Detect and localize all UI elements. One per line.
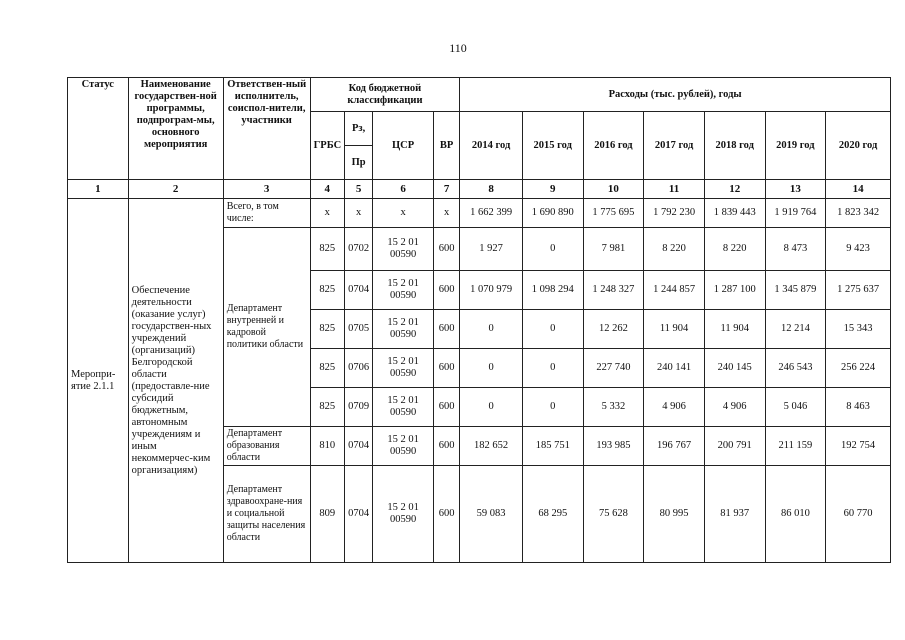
- grbs-cell: х: [310, 199, 344, 228]
- value-cell: 0: [460, 388, 523, 427]
- value-cell: 0: [522, 310, 583, 349]
- value-cell: 5 046: [765, 388, 826, 427]
- value-cell: 1 927: [460, 228, 523, 271]
- value-cell: 0: [522, 349, 583, 388]
- grbs-cell: 825: [310, 388, 344, 427]
- value-cell: 5 332: [583, 388, 644, 427]
- status-cell: Меропри-ятие 2.1.1: [68, 199, 129, 563]
- value-cell: 193 985: [583, 427, 644, 466]
- header-year: 2019 год: [765, 112, 826, 180]
- header-name: Наименование государствен-ной программы, подпрограм-мы, основного мероприятия: [128, 78, 223, 180]
- value-cell: 1 098 294: [522, 271, 583, 310]
- value-cell: 185 751: [522, 427, 583, 466]
- value-cell: 86 010: [765, 466, 826, 563]
- vr-cell: 600: [433, 388, 459, 427]
- value-cell: 8 473: [765, 228, 826, 271]
- value-cell: 0: [522, 388, 583, 427]
- column-number: 9: [522, 180, 583, 199]
- header-pr: Пр: [344, 146, 372, 180]
- csr-cell: 15 2 01 00590: [373, 427, 434, 466]
- value-cell: 1 248 327: [583, 271, 644, 310]
- executor-dept-health: Департамент здравоохране-ния и социальной защиты населения области: [223, 466, 310, 563]
- grbs-cell: 825: [310, 271, 344, 310]
- csr-cell: 15 2 01 00590: [373, 466, 434, 563]
- value-cell: 8 463: [826, 388, 891, 427]
- value-cell: 8 220: [704, 228, 765, 271]
- csr-cell: 15 2 01 00590: [373, 349, 434, 388]
- header-year: 2020 год: [826, 112, 891, 180]
- header-year: 2017 год: [644, 112, 705, 180]
- table-row-total: [68, 199, 891, 228]
- value-cell: 11 904: [704, 310, 765, 349]
- grbs-cell: 809: [310, 466, 344, 563]
- column-number: 1: [68, 180, 129, 199]
- rzpr-cell: х: [344, 199, 372, 228]
- header-expenses: Расходы (тыс. рублей), годы: [460, 78, 891, 112]
- vr-cell: 600: [433, 228, 459, 271]
- value-cell: 59 083: [460, 466, 523, 563]
- grbs-cell: 810: [310, 427, 344, 466]
- vr-cell: 600: [433, 349, 459, 388]
- value-cell: 1 839 443: [704, 199, 765, 228]
- value-cell: 182 652: [460, 427, 523, 466]
- value-cell: 1 275 637: [826, 271, 891, 310]
- vr-cell: 600: [433, 466, 459, 563]
- header-budget-code: Код бюджетной классификации: [310, 78, 460, 112]
- column-number: 14: [826, 180, 891, 199]
- rzpr-cell: 0702: [344, 228, 372, 271]
- page-number: 110: [449, 41, 467, 55]
- value-cell: 1 287 100: [704, 271, 765, 310]
- grbs-cell: 825: [310, 349, 344, 388]
- header-grbs: ГРБС: [310, 112, 344, 180]
- value-cell: 4 906: [644, 388, 705, 427]
- value-cell: 12 262: [583, 310, 644, 349]
- value-cell: 200 791: [704, 427, 765, 466]
- header-year: 2018 год: [704, 112, 765, 180]
- rzpr-cell: 0709: [344, 388, 372, 427]
- column-number: 8: [460, 180, 523, 199]
- executor-dept-education: Департамент образования области: [223, 427, 310, 466]
- rzpr-cell: 0705: [344, 310, 372, 349]
- grbs-cell: 825: [310, 228, 344, 271]
- csr-cell: 15 2 01 00590: [373, 271, 434, 310]
- value-cell: 80 995: [644, 466, 705, 563]
- value-cell: 60 770: [826, 466, 891, 563]
- value-cell: 1 345 879: [765, 271, 826, 310]
- grbs-cell: 825: [310, 310, 344, 349]
- value-cell: 196 767: [644, 427, 705, 466]
- value-cell: 227 740: [583, 349, 644, 388]
- value-cell: 246 543: [765, 349, 826, 388]
- value-cell: 1 792 230: [644, 199, 705, 228]
- value-cell: 15 343: [826, 310, 891, 349]
- header-year: 2014 год: [460, 112, 523, 180]
- event-name-cell: Обеспечение деятельности (оказание услуг) государствен-ных учреждений (организаций) Белгородской области (предоставле-ние субсидий бюджетным, автономным учреждениям и иным некоммерчес-ким организациям): [128, 199, 223, 563]
- rzpr-cell: 0706: [344, 349, 372, 388]
- column-number: 5: [344, 180, 372, 199]
- value-cell: 0: [522, 228, 583, 271]
- executor-dept-internal: Департамент внутренней и кадровой политики области: [223, 228, 310, 427]
- column-number: 6: [373, 180, 434, 199]
- column-number: 10: [583, 180, 644, 199]
- header-rz: Рз,: [344, 112, 372, 146]
- value-cell: 12 214: [765, 310, 826, 349]
- header-status: Статус: [68, 78, 129, 180]
- column-number: 7: [433, 180, 459, 199]
- value-cell: 68 295: [522, 466, 583, 563]
- budget-table: [67, 77, 891, 563]
- header-vr: ВР: [433, 112, 459, 180]
- rzpr-cell: 0704: [344, 271, 372, 310]
- column-number: 11: [644, 180, 705, 199]
- value-cell: 0: [460, 310, 523, 349]
- csr-cell: 15 2 01 00590: [373, 228, 434, 271]
- column-number: 3: [223, 180, 310, 199]
- value-cell: 256 224: [826, 349, 891, 388]
- value-cell: 1 919 764: [765, 199, 826, 228]
- value-cell: 75 628: [583, 466, 644, 563]
- value-cell: 240 141: [644, 349, 705, 388]
- value-cell: 1 690 890: [522, 199, 583, 228]
- value-cell: 211 159: [765, 427, 826, 466]
- value-cell: 4 906: [704, 388, 765, 427]
- header-executor: Ответствен-ный исполнитель, соиспол-нители, участники: [223, 78, 310, 180]
- rzpr-cell: 0704: [344, 427, 372, 466]
- column-number: 13: [765, 180, 826, 199]
- vr-cell: х: [433, 199, 459, 228]
- value-cell: 9 423: [826, 228, 891, 271]
- rzpr-cell: 0704: [344, 466, 372, 563]
- vr-cell: 600: [433, 271, 459, 310]
- header-year: 2015 год: [522, 112, 583, 180]
- vr-cell: 600: [433, 310, 459, 349]
- csr-cell: х: [373, 199, 434, 228]
- value-cell: 192 754: [826, 427, 891, 466]
- executor-total: Всего, в том числе:: [223, 199, 310, 228]
- value-cell: 81 937: [704, 466, 765, 563]
- header-year: 2016 год: [583, 112, 644, 180]
- column-number: 2: [128, 180, 223, 199]
- column-number: 12: [704, 180, 765, 199]
- value-cell: 240 145: [704, 349, 765, 388]
- value-cell: 0: [460, 349, 523, 388]
- vr-cell: 600: [433, 427, 459, 466]
- value-cell: 1 775 695: [583, 199, 644, 228]
- value-cell: 11 904: [644, 310, 705, 349]
- csr-cell: 15 2 01 00590: [373, 310, 434, 349]
- value-cell: 8 220: [644, 228, 705, 271]
- value-cell: 1 823 342: [826, 199, 891, 228]
- csr-cell: 15 2 01 00590: [373, 388, 434, 427]
- value-cell: 1 244 857: [644, 271, 705, 310]
- value-cell: 1 662 399: [460, 199, 523, 228]
- value-cell: 7 981: [583, 228, 644, 271]
- column-number: 4: [310, 180, 344, 199]
- header-csr: ЦСР: [373, 112, 434, 180]
- value-cell: 1 070 979: [460, 271, 523, 310]
